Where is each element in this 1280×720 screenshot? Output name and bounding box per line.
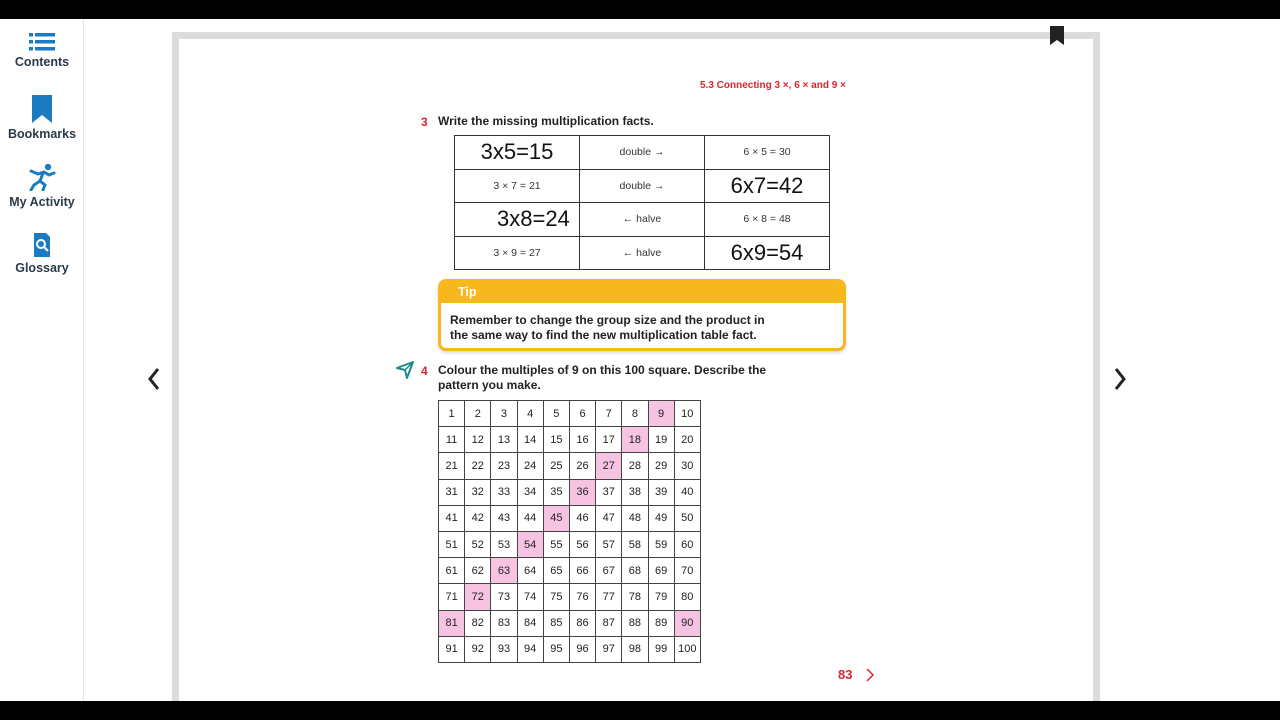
operation-cell: double → (580, 169, 705, 203)
grid-cell[interactable]: 24 (517, 453, 543, 479)
grid-cell-coloured[interactable]: 81 (439, 610, 465, 636)
grid-cell[interactable]: 1 (439, 401, 465, 427)
question-3-text: Write the missing multiplication facts. (438, 114, 654, 128)
grid-cell[interactable]: 13 (491, 427, 517, 453)
grid-cell[interactable]: 52 (465, 531, 491, 557)
answer-cell[interactable]: 6x9=54 (705, 236, 830, 270)
grid-cell[interactable]: 38 (622, 479, 648, 505)
grid-cell-coloured[interactable]: 63 (491, 558, 517, 584)
grid-cell[interactable]: 2 (465, 401, 491, 427)
grid-cell[interactable]: 37 (596, 479, 622, 505)
grid-cell[interactable]: 11 (439, 427, 465, 453)
grid-cell[interactable]: 88 (622, 610, 648, 636)
grid-cell[interactable]: 79 (648, 584, 674, 610)
table-row (455, 236, 830, 270)
sidebar-item-bookmarks[interactable] (0, 95, 84, 141)
grid-cell[interactable]: 55 (543, 531, 569, 557)
grid-cell[interactable]: 44 (517, 505, 543, 531)
grid-row (439, 636, 701, 662)
grid-cell[interactable]: 16 (569, 427, 595, 453)
chevron-right-icon[interactable] (865, 668, 875, 682)
grid-cell[interactable]: 65 (543, 558, 569, 584)
grid-cell[interactable]: 85 (543, 610, 569, 636)
grid-cell[interactable]: 28 (622, 453, 648, 479)
app-window (0, 19, 1280, 701)
grid-cell[interactable]: 12 (465, 427, 491, 453)
grid-cell[interactable]: 69 (648, 558, 674, 584)
grid-cell[interactable]: 58 (622, 531, 648, 557)
grid-cell-coloured[interactable]: 54 (517, 531, 543, 557)
grid-cell[interactable]: 84 (517, 610, 543, 636)
grid-cell[interactable]: 53 (491, 531, 517, 557)
grid-cell[interactable]: 71 (439, 584, 465, 610)
grid-row (439, 531, 701, 557)
sidebar-item-label: Bookmarks (7, 127, 77, 141)
table-row (455, 169, 830, 203)
operation-cell: ← halve (580, 203, 705, 237)
grid-cell[interactable]: 78 (622, 584, 648, 610)
grid-cell-coloured[interactable]: 36 (569, 479, 595, 505)
grid-cell[interactable]: 59 (648, 531, 674, 557)
question-4-line: pattern you make. (438, 378, 541, 392)
grid-cell[interactable]: 26 (569, 453, 595, 479)
fact-cell: 3 × 7 = 21 (455, 169, 580, 203)
grid-row (439, 584, 701, 610)
previous-page-arrow-icon[interactable] (140, 359, 170, 399)
activity-person-icon (28, 163, 56, 191)
sidebar-item-label: My Activity (9, 195, 75, 209)
grid-cell[interactable]: 87 (596, 610, 622, 636)
answer-cell[interactable]: 3x5=15 (455, 136, 580, 170)
grid-cell-coloured[interactable]: 90 (674, 610, 700, 636)
grid-cell[interactable]: 50 (674, 505, 700, 531)
grid-cell[interactable]: 39 (648, 479, 674, 505)
fact-cell: 6 × 8 = 48 (705, 203, 830, 237)
grid-cell[interactable]: 99 (648, 636, 674, 662)
grid-cell[interactable]: 64 (517, 558, 543, 584)
grid-cell[interactable]: 95 (543, 636, 569, 662)
grid-cell[interactable]: 67 (596, 558, 622, 584)
fact-cell: 3 × 9 = 27 (455, 236, 580, 270)
grid-cell-coloured[interactable]: 45 (543, 505, 569, 531)
answer-cell[interactable]: 6x7=42 (705, 169, 830, 203)
bookmark-icon (32, 95, 52, 123)
grid-cell[interactable]: 86 (569, 610, 595, 636)
sidebar-item-contents[interactable] (0, 33, 84, 69)
page-bookmark-icon[interactable] (1050, 26, 1064, 45)
grid-cell[interactable]: 42 (465, 505, 491, 531)
grid-cell[interactable]: 31 (439, 479, 465, 505)
grid-cell[interactable]: 15 (543, 427, 569, 453)
section-title: 5.3 Connecting 3 ×, 6 × and 9 × (700, 80, 846, 91)
grid-cell[interactable]: 93 (491, 636, 517, 662)
operation-cell: ← halve (580, 236, 705, 270)
grid-cell[interactable]: 3 (491, 401, 517, 427)
grid-cell[interactable]: 68 (622, 558, 648, 584)
grid-cell[interactable]: 70 (674, 558, 700, 584)
grid-cell[interactable]: 61 (439, 558, 465, 584)
grid-cell[interactable]: 89 (648, 610, 674, 636)
tip-line: the same way to find the new multiplication table fact. (450, 328, 757, 342)
grid-cell[interactable]: 4 (517, 401, 543, 427)
sidebar-item-label: Contents (14, 55, 70, 69)
grid-cell[interactable]: 74 (517, 584, 543, 610)
grid-row (439, 453, 701, 479)
tip-body (441, 303, 843, 343)
bottom-black-bar (0, 701, 1280, 720)
grid-cell[interactable]: 6 (569, 401, 595, 427)
grid-cell[interactable]: 34 (517, 479, 543, 505)
grid-cell[interactable]: 33 (491, 479, 517, 505)
grid-cell[interactable]: 82 (465, 610, 491, 636)
hundred-square-grid (438, 400, 701, 663)
grid-cell[interactable]: 80 (674, 584, 700, 610)
table-row (455, 203, 830, 237)
grid-row (439, 610, 701, 636)
grid-row (439, 479, 701, 505)
sidebar-item-label: Glossary (15, 261, 69, 275)
grid-cell[interactable]: 92 (465, 636, 491, 662)
grid-cell[interactable]: 76 (569, 584, 595, 610)
grid-cell[interactable]: 43 (491, 505, 517, 531)
interactive-activity-icon[interactable] (396, 361, 414, 379)
fact-cell: 6 × 5 = 30 (705, 136, 830, 170)
grid-cell[interactable]: 23 (491, 453, 517, 479)
grid-cell[interactable]: 75 (543, 584, 569, 610)
grid-cell[interactable]: 60 (674, 531, 700, 557)
grid-cell-coloured[interactable]: 18 (622, 427, 648, 453)
operation-cell: double → (580, 136, 705, 170)
grid-cell[interactable]: 17 (596, 427, 622, 453)
grid-cell[interactable]: 100 (674, 636, 700, 662)
grid-cell[interactable]: 10 (674, 401, 700, 427)
grid-cell[interactable]: 56 (569, 531, 595, 557)
grid-cell[interactable]: 22 (465, 453, 491, 479)
grid-cell[interactable]: 97 (596, 636, 622, 662)
grid-cell[interactable]: 51 (439, 531, 465, 557)
grid-cell[interactable]: 98 (622, 636, 648, 662)
grid-cell[interactable]: 7 (596, 401, 622, 427)
next-page-arrow-icon[interactable] (1106, 359, 1136, 399)
grid-cell[interactable]: 73 (491, 584, 517, 610)
grid-row (439, 505, 701, 531)
grid-cell[interactable]: 8 (622, 401, 648, 427)
grid-cell[interactable]: 14 (517, 427, 543, 453)
sidebar-item-my-activity[interactable] (0, 163, 84, 209)
grid-cell[interactable]: 32 (465, 479, 491, 505)
grid-cell[interactable]: 91 (439, 636, 465, 662)
grid-cell[interactable]: 94 (517, 636, 543, 662)
grid-cell[interactable]: 57 (596, 531, 622, 557)
grid-cell[interactable]: 40 (674, 479, 700, 505)
grid-cell[interactable]: 62 (465, 558, 491, 584)
grid-cell[interactable]: 77 (596, 584, 622, 610)
grid-row (439, 401, 701, 427)
grid-cell[interactable]: 19 (648, 427, 674, 453)
tip-title: Tip (441, 282, 843, 303)
sidebar-item-glossary[interactable] (0, 233, 84, 275)
grid-cell[interactable]: 46 (569, 505, 595, 531)
grid-cell[interactable]: 25 (543, 453, 569, 479)
list-icon (29, 33, 55, 51)
grid-cell-coloured[interactable]: 72 (465, 584, 491, 610)
answer-cell[interactable]: 3x8=24 (455, 203, 580, 237)
question-4-number: 4 (421, 364, 428, 378)
glossary-search-icon (32, 233, 52, 257)
grid-cell[interactable]: 49 (648, 505, 674, 531)
grid-cell-coloured[interactable]: 27 (596, 453, 622, 479)
grid-cell[interactable]: 47 (596, 505, 622, 531)
question-4-line: Colour the multiples of 9 on this 100 square. Describe the (438, 363, 767, 377)
grid-cell[interactable]: 20 (674, 427, 700, 453)
grid-cell-coloured[interactable]: 9 (648, 401, 674, 427)
grid-cell[interactable]: 5 (543, 401, 569, 427)
question-4-text (438, 363, 766, 393)
grid-cell[interactable]: 66 (569, 558, 595, 584)
table-row (455, 136, 830, 170)
grid-cell[interactable]: 35 (543, 479, 569, 505)
grid-cell[interactable]: 41 (439, 505, 465, 531)
tip-box (438, 279, 846, 351)
grid-cell[interactable]: 96 (569, 636, 595, 662)
multiplication-facts-table (454, 135, 830, 270)
grid-cell[interactable]: 83 (491, 610, 517, 636)
grid-cell[interactable]: 29 (648, 453, 674, 479)
page-number: 83 (838, 667, 853, 682)
grid-row (439, 558, 701, 584)
tip-line: Remember to change the group size and the product in (450, 313, 765, 327)
grid-row (439, 427, 701, 453)
sidebar (0, 19, 84, 701)
grid-cell[interactable]: 21 (439, 453, 465, 479)
question-3-number: 3 (421, 115, 428, 129)
top-black-bar (0, 0, 1280, 19)
grid-cell[interactable]: 48 (622, 505, 648, 531)
grid-cell[interactable]: 30 (674, 453, 700, 479)
